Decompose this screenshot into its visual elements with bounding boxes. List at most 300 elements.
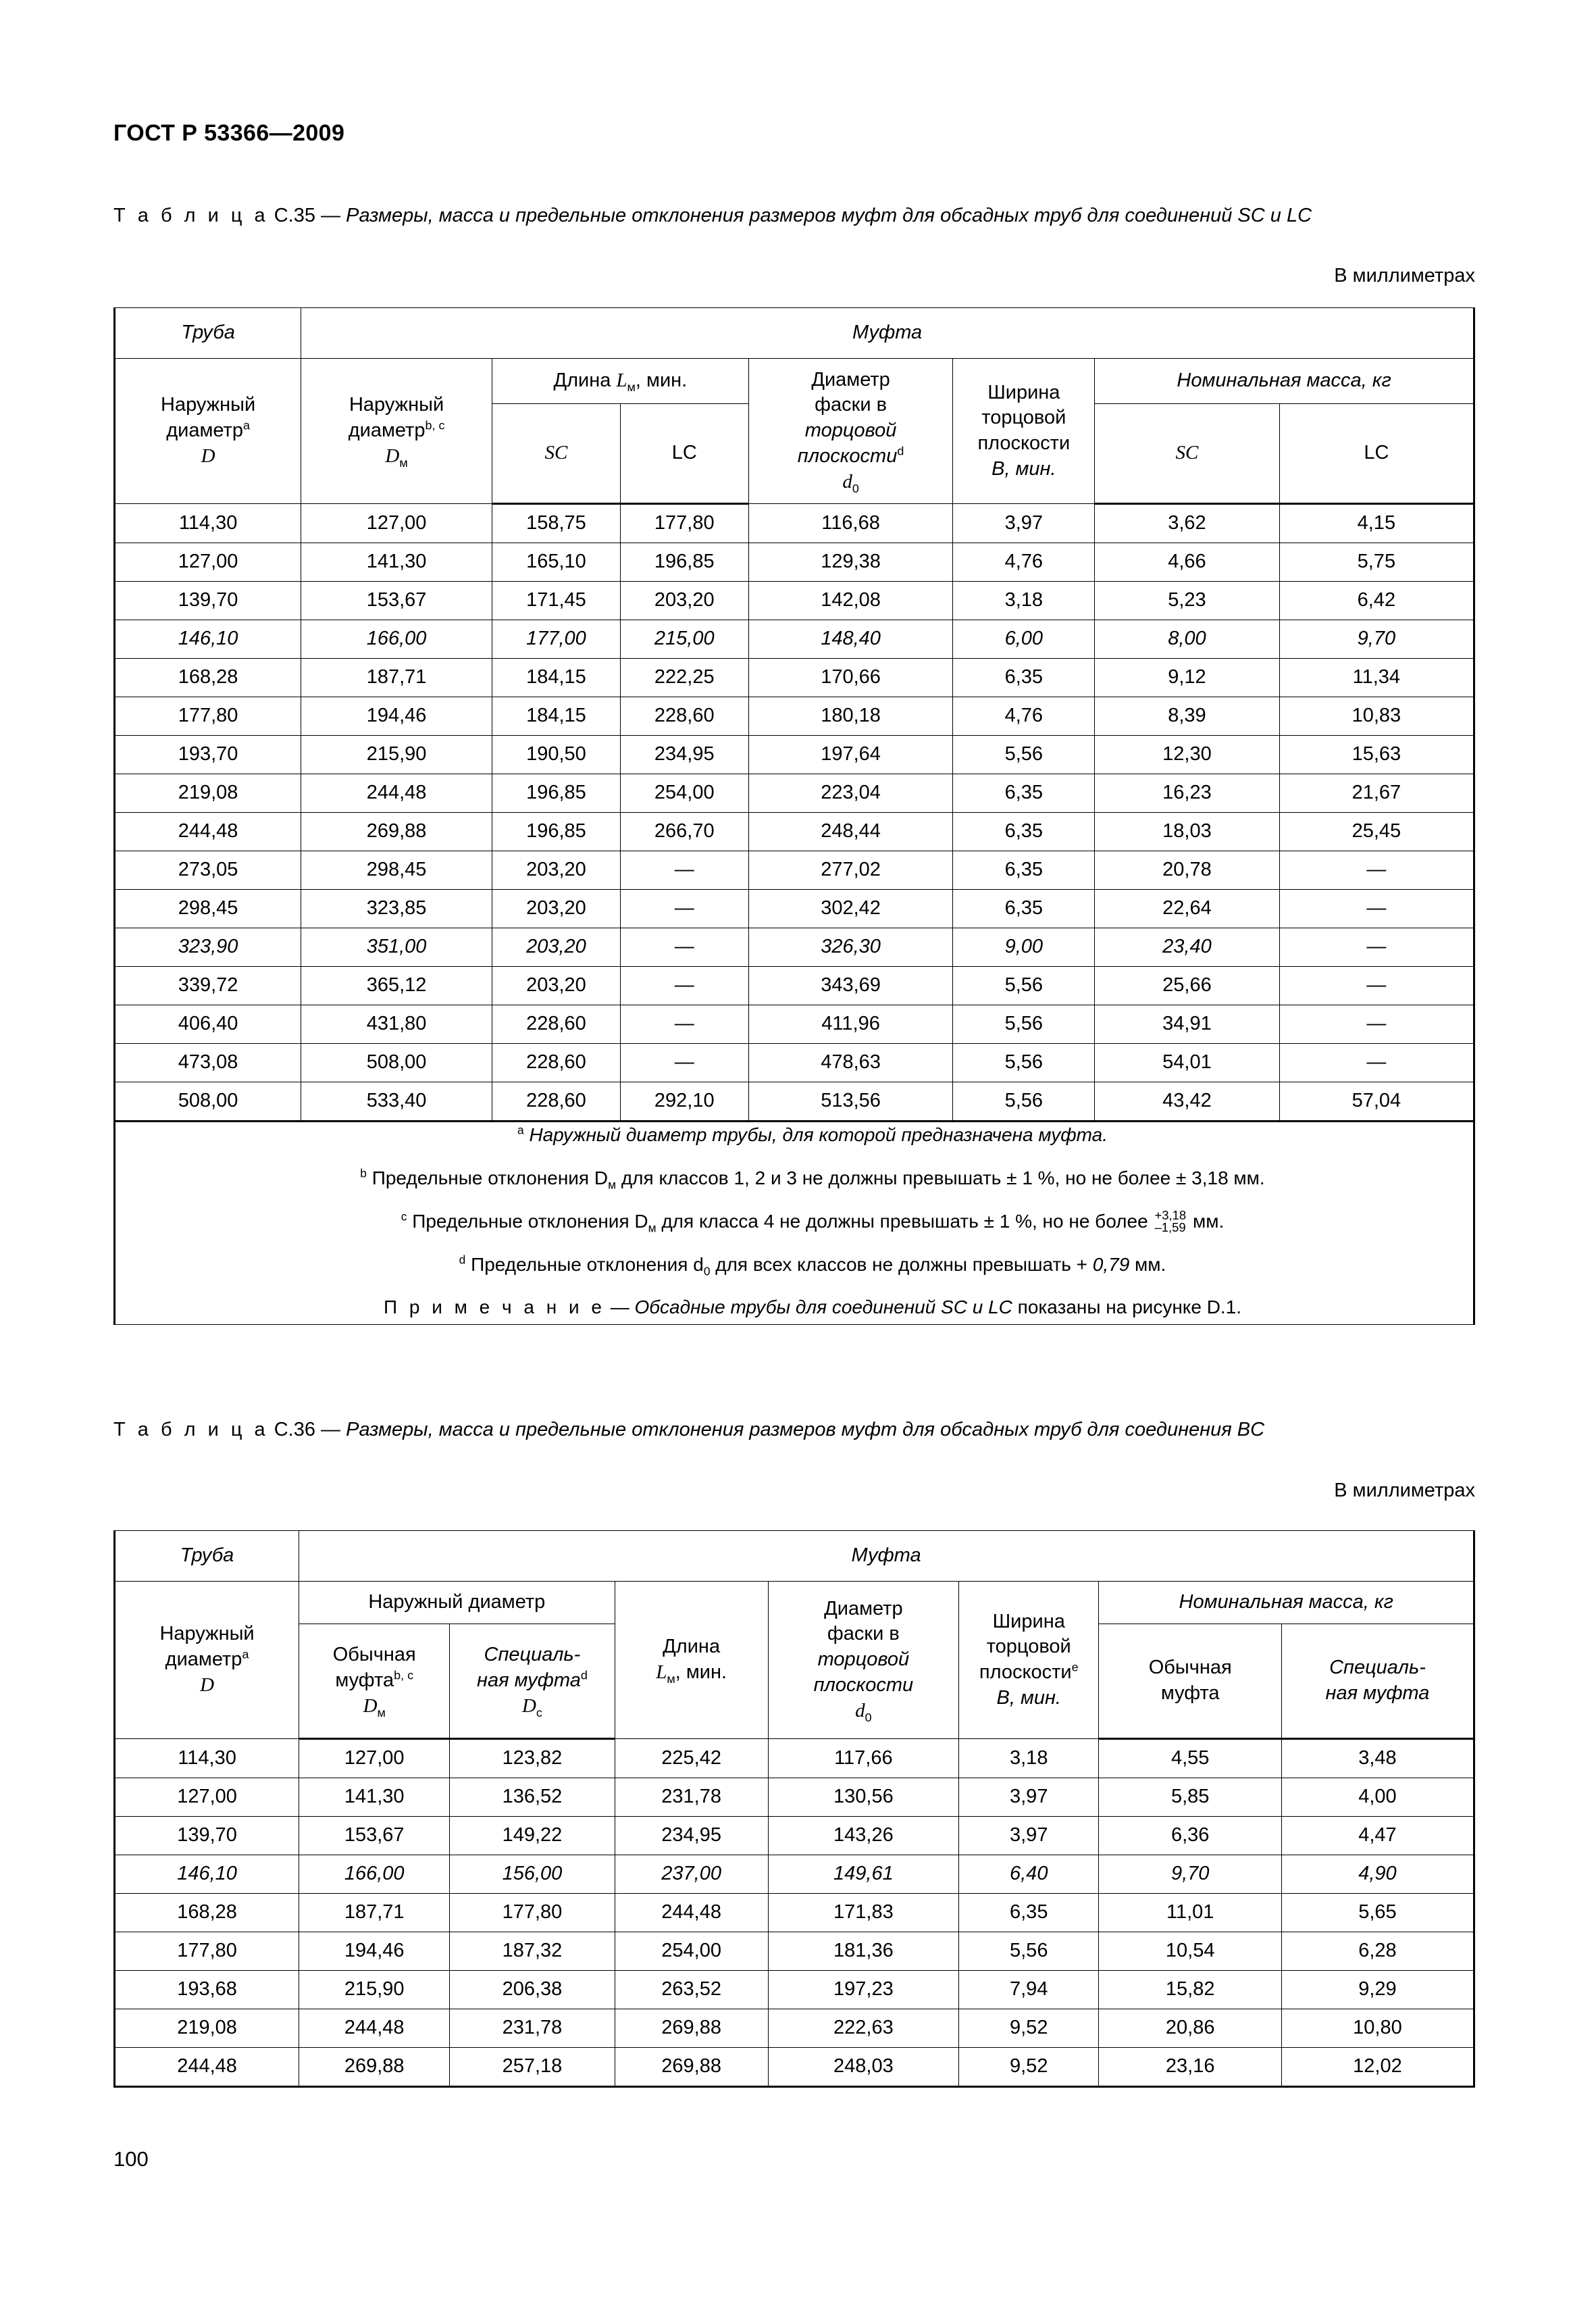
- table-cell: 343,69: [748, 967, 953, 1005]
- table-cell: 130,56: [768, 1778, 958, 1817]
- table-cell: 11,01: [1099, 1894, 1281, 1932]
- table-cell: 12,30: [1095, 736, 1280, 774]
- table-cell: 4,00: [1281, 1778, 1474, 1817]
- table-cell: 257,18: [450, 2048, 615, 2087]
- table-cell: 365,12: [301, 967, 492, 1005]
- table-c35-caption-label: Т а б л и ц а: [113, 205, 269, 226]
- table-c36-group-coupling: Муфта: [299, 1531, 1474, 1582]
- table-cell: 9,52: [959, 2048, 1099, 2087]
- table-cell: 244,48: [115, 2048, 299, 2087]
- table-cell: —: [1279, 851, 1474, 890]
- table-cell: 222,63: [768, 2009, 958, 2048]
- table-cell: —: [620, 967, 748, 1005]
- label: , мин.: [635, 370, 688, 392]
- label: Обычная: [1148, 1657, 1232, 1679]
- table-cell: 228,60: [492, 1005, 620, 1044]
- table-cell: 181,36: [768, 1932, 958, 1971]
- table-cell: —: [1279, 928, 1474, 967]
- footnote-value: 0,79: [1092, 1253, 1130, 1275]
- table-cell: 9,70: [1099, 1855, 1281, 1894]
- table-cell: 203,20: [492, 890, 620, 928]
- table-cell: 123,82: [450, 1739, 615, 1778]
- table-cell: 9,12: [1095, 659, 1280, 697]
- table-row: [115, 1739, 1474, 1778]
- label: Диаметр: [811, 368, 890, 391]
- table-cell: 3,18: [953, 582, 1095, 620]
- symbol-Dc: D: [521, 1694, 536, 1717]
- table-cell: 323,90: [115, 928, 301, 967]
- table-cell: 234,95: [620, 736, 748, 774]
- table-c36-caption-title: Размеры, масса и предельные отклонения размеров муфт для обсадных труб для соединения BC: [346, 1419, 1265, 1440]
- table-c35-col-length-sc: SC: [492, 404, 620, 504]
- table-row: [115, 1932, 1474, 1971]
- table-cell: 4,55: [1099, 1739, 1281, 1778]
- table-cell: 6,36: [1099, 1817, 1281, 1855]
- table-cell: 4,47: [1281, 1817, 1474, 1855]
- table-cell: 215,00: [620, 620, 748, 659]
- footnote-text: мм.: [1187, 1210, 1225, 1232]
- table-c35-group-pipe: Труба: [115, 308, 301, 359]
- table-c36-col-mass-special: [1281, 1624, 1474, 1739]
- table-cell: 117,66: [768, 1739, 958, 1778]
- table-cell: 187,32: [450, 1932, 615, 1971]
- table-cell: —: [1279, 1005, 1474, 1044]
- label: плоскости: [797, 445, 898, 467]
- table-cell: 215,90: [299, 1971, 450, 2009]
- table-cell: 194,46: [299, 1932, 450, 1971]
- label: плоскости: [979, 1661, 1072, 1683]
- table-cell: 139,70: [115, 582, 301, 620]
- table-cell: 10,80: [1281, 2009, 1474, 2048]
- table-c35-header-row-1: [115, 359, 1474, 404]
- table-cell: 6,00: [953, 620, 1095, 659]
- table-row: [115, 1855, 1474, 1894]
- label: муфта: [335, 1669, 394, 1692]
- table-row: [115, 2009, 1474, 2048]
- footnote-ref-e: e: [1071, 1660, 1079, 1674]
- footnote-ref-d: d: [580, 1668, 588, 1682]
- table-cell: 244,48: [301, 774, 492, 813]
- table-cell: 231,78: [450, 2009, 615, 2048]
- table-cell: 203,20: [492, 851, 620, 890]
- table-row: [115, 928, 1474, 967]
- label: Номинальная масса, кг: [1177, 370, 1391, 392]
- footnote-a: [152, 1122, 1473, 1148]
- table-cell: 215,90: [301, 736, 492, 774]
- table-cell: 5,23: [1095, 582, 1280, 620]
- table-cell: 34,91: [1095, 1005, 1280, 1044]
- table-c36-group-header-row: [115, 1531, 1474, 1582]
- table-cell: 184,15: [492, 697, 620, 736]
- label: диаметр: [166, 420, 243, 442]
- table-cell: 171,83: [768, 1894, 958, 1932]
- table-cell: —: [1279, 890, 1474, 928]
- footnote-text: Предельные отклонения: [371, 1167, 594, 1188]
- table-cell: 129,38: [748, 543, 953, 582]
- table-c36-group-pipe: Труба: [115, 1531, 299, 1582]
- table-cell: 9,52: [959, 2009, 1099, 2048]
- table-cell: 3,97: [953, 504, 1095, 543]
- table-cell: 11,34: [1279, 659, 1474, 697]
- symbol-L: L: [656, 1661, 667, 1683]
- table-cell: 228,60: [620, 697, 748, 736]
- label: диаметр: [165, 1649, 242, 1671]
- symbol-sub: м: [667, 1671, 675, 1686]
- symbol-sub: м: [608, 1178, 617, 1192]
- footnote-b: [152, 1165, 1473, 1191]
- note-dash: —: [610, 1297, 629, 1318]
- table-c36-units: В миллиметрах: [1334, 1480, 1475, 1501]
- footnote-marker: a: [517, 1123, 524, 1137]
- table-cell: —: [1279, 1044, 1474, 1082]
- table-c35-col-pipe-od: [115, 359, 301, 504]
- table-cell: 15,63: [1279, 736, 1474, 774]
- page-number: 100: [113, 2147, 149, 2171]
- table-cell: 20,78: [1095, 851, 1280, 890]
- table-cell: —: [620, 890, 748, 928]
- table-cell: 292,10: [620, 1082, 748, 1122]
- symbol-sub: м: [627, 380, 636, 394]
- label: ная муфта: [1325, 1682, 1430, 1704]
- table-c35-col-length-lc: LC: [620, 404, 748, 504]
- table-cell: 298,45: [301, 851, 492, 890]
- table-cell: 139,70: [115, 1817, 299, 1855]
- table-cell: 4,76: [953, 697, 1095, 736]
- table-cell: 228,60: [492, 1082, 620, 1122]
- table-cell: 6,28: [1281, 1932, 1474, 1971]
- table-c35-col-coupling-od: [301, 359, 492, 504]
- table-cell: 473,08: [115, 1044, 301, 1082]
- table-cell: 5,75: [1279, 543, 1474, 582]
- table-row: [115, 1971, 1474, 2009]
- table-cell: 177,80: [115, 1932, 299, 1971]
- label: Наружный: [161, 394, 256, 416]
- table-row: [115, 1082, 1474, 1122]
- label: торцовой: [981, 407, 1066, 429]
- table-cell: 339,72: [115, 967, 301, 1005]
- symbol-d0: d: [855, 1699, 865, 1721]
- table-cell: 158,75: [492, 504, 620, 543]
- footnote-text: Наружный диаметр трубы, для которой предназначена муфта.: [529, 1124, 1108, 1145]
- table-cell: 6,35: [959, 1894, 1099, 1932]
- symbol-sub: м: [399, 455, 408, 470]
- label: торцовой: [817, 1649, 910, 1671]
- table-cell: 187,71: [299, 1894, 450, 1932]
- table-cell: 10,83: [1279, 697, 1474, 736]
- symbol-sub: м: [377, 1705, 386, 1719]
- table-c36-col-chamfer-diameter: [768, 1582, 958, 1739]
- table-c36-col-od-group: Наружный диаметр: [299, 1582, 615, 1624]
- table-cell: 298,45: [115, 890, 301, 928]
- table-cell: 3,97: [959, 1778, 1099, 1817]
- symbol-sub: 0: [852, 481, 859, 495]
- table-c35-caption-number: С.35: [274, 205, 315, 226]
- symbol-L: L: [616, 370, 627, 392]
- footnote-text: для всех классов не должны превышать +: [710, 1253, 1093, 1275]
- table-row: [115, 620, 1474, 659]
- table-cell: 6,42: [1279, 582, 1474, 620]
- note-label: П р и м е ч а н и е: [383, 1297, 605, 1318]
- table-c36-caption: [113, 1415, 1478, 1444]
- table-cell: 508,00: [115, 1082, 301, 1122]
- label: B, мин.: [996, 1686, 1061, 1709]
- table-cell: 141,30: [301, 543, 492, 582]
- table-cell: 203,20: [492, 928, 620, 967]
- table-cell: 171,45: [492, 582, 620, 620]
- table-cell: 177,00: [492, 620, 620, 659]
- table-cell: 196,85: [492, 774, 620, 813]
- table-cell: 206,38: [450, 1971, 615, 2009]
- label: Обычная: [332, 1644, 416, 1666]
- table-cell: 4,90: [1281, 1855, 1474, 1894]
- table-cell: 25,66: [1095, 967, 1280, 1005]
- footnote-text: мм.: [1129, 1253, 1166, 1275]
- table-cell: 146,10: [115, 1855, 299, 1894]
- table-cell: —: [1279, 967, 1474, 1005]
- table-cell: 269,88: [299, 2048, 450, 2087]
- note-text: показаны на рисунке D.1.: [1012, 1297, 1242, 1318]
- table-cell: 248,44: [748, 813, 953, 851]
- table-row: [115, 967, 1474, 1005]
- table-c36-col-mass-regular: [1099, 1624, 1281, 1739]
- symbol-D: D: [594, 1167, 609, 1188]
- footnote-ref-a: a: [242, 1647, 249, 1661]
- table-cell: 302,42: [748, 890, 953, 928]
- label: фаски в: [827, 1623, 900, 1645]
- table-c36-caption-label: Т а б л и ц а: [113, 1419, 269, 1440]
- note-italic-text: Обсадные трубы для соединений SC и LC: [634, 1297, 1012, 1318]
- table-cell: 149,61: [768, 1855, 958, 1894]
- table-row: [115, 774, 1474, 813]
- table-cell: 269,88: [301, 813, 492, 851]
- label: Номинальная масса, кг: [1179, 1591, 1393, 1613]
- label: ная муфта: [476, 1669, 581, 1692]
- label: плоскости: [813, 1674, 914, 1696]
- table-cell: 9,00: [953, 928, 1095, 967]
- table-cell: 142,08: [748, 582, 953, 620]
- table-c36-col-special-coupling: [450, 1624, 615, 1739]
- table-cell: 7,94: [959, 1971, 1099, 2009]
- table-c35-caption: [113, 201, 1478, 230]
- tolerance-upper: +3,18: [1154, 1207, 1187, 1222]
- table-cell: 21,67: [1279, 774, 1474, 813]
- table-c35-col-mass-sc: SC: [1095, 404, 1280, 504]
- table-cell: 248,03: [768, 2048, 958, 2087]
- table-c36-header-row-1: [115, 1582, 1474, 1624]
- table-cell: 406,40: [115, 1005, 301, 1044]
- table-c36-col-mass-group: [1099, 1582, 1474, 1624]
- table-cell: 6,35: [953, 813, 1095, 851]
- table-row: [115, 1894, 1474, 1932]
- table-cell: 6,40: [959, 1855, 1099, 1894]
- table-cell: 197,64: [748, 736, 953, 774]
- table-cell: 431,80: [301, 1005, 492, 1044]
- table-cell: 153,67: [301, 582, 492, 620]
- table-cell: 219,08: [115, 2009, 299, 2048]
- table-cell: 269,88: [615, 2048, 768, 2087]
- table-c35-caption-dash: —: [321, 205, 341, 226]
- table-c35-footnotes: [115, 1122, 1474, 1325]
- table-cell: 127,00: [115, 543, 301, 582]
- table-cell: 190,50: [492, 736, 620, 774]
- label: Ширина: [992, 1610, 1065, 1632]
- footnote-ref-d: d: [897, 444, 904, 458]
- table-cell: 177,80: [450, 1894, 615, 1932]
- table-cell: 18,03: [1095, 813, 1280, 851]
- footnote-ref-a: a: [242, 418, 250, 432]
- symbol-d0: d: [842, 470, 852, 493]
- label: , мин.: [675, 1661, 727, 1683]
- tolerance-fraction: [1154, 1209, 1186, 1234]
- table-cell: 5,85: [1099, 1778, 1281, 1817]
- label: Длина: [553, 370, 611, 392]
- table-cell: 263,52: [615, 1971, 768, 2009]
- table-c36-caption-dash: —: [321, 1419, 341, 1440]
- table-cell: 148,40: [748, 620, 953, 659]
- symbol-sub: с: [536, 1705, 542, 1719]
- table-cell: 5,56: [953, 736, 1095, 774]
- table-cell: 5,65: [1281, 1894, 1474, 1932]
- table-cell: 54,01: [1095, 1044, 1280, 1082]
- symbol-D: D: [200, 1674, 215, 1696]
- table-cell: 513,56: [748, 1082, 953, 1122]
- label: фаски в: [815, 394, 887, 416]
- table-row: [115, 2048, 1474, 2087]
- table-cell: 43,42: [1095, 1082, 1280, 1122]
- table-cell: 8,39: [1095, 697, 1280, 736]
- table-c35-body: [115, 504, 1474, 1122]
- table-cell: 323,85: [301, 890, 492, 928]
- label: диаметр: [348, 420, 426, 442]
- table-cell: 219,08: [115, 774, 301, 813]
- table-row: [115, 736, 1474, 774]
- table-cell: 4,66: [1095, 543, 1280, 582]
- table-cell: 6,35: [953, 774, 1095, 813]
- label: Специаль-: [484, 1644, 581, 1666]
- table-c36-caption-number: С.36: [274, 1419, 315, 1440]
- table-cell: 193,68: [115, 1971, 299, 2009]
- table-row: [115, 1778, 1474, 1817]
- table-row: [115, 582, 1474, 620]
- table-cell: 411,96: [748, 1005, 953, 1044]
- table-cell: 149,22: [450, 1817, 615, 1855]
- table-cell: 3,62: [1095, 504, 1280, 543]
- label: Наружный: [349, 394, 444, 416]
- table-cell: —: [620, 1044, 748, 1082]
- table-cell: 127,00: [299, 1739, 450, 1778]
- table-cell: 277,02: [748, 851, 953, 890]
- table-row: [115, 1044, 1474, 1082]
- table-cell: 254,00: [620, 774, 748, 813]
- table-row: [115, 697, 1474, 736]
- table-cell: 6,35: [953, 851, 1095, 890]
- table-cell: —: [620, 1005, 748, 1044]
- table-cell: 228,60: [492, 1044, 620, 1082]
- table-cell: 508,00: [301, 1044, 492, 1082]
- footnote-marker: d: [459, 1253, 466, 1267]
- symbol-sub: м: [648, 1221, 657, 1235]
- table-cell: 15,82: [1099, 1971, 1281, 2009]
- table-cell: 127,00: [115, 1778, 299, 1817]
- table-cell: —: [620, 851, 748, 890]
- table-cell: 6,35: [953, 890, 1095, 928]
- footnote-text: для класса 4 не должны превышать ± 1 %, но не более: [656, 1210, 1154, 1232]
- table-row: [115, 1005, 1474, 1044]
- table-cell: 234,95: [615, 1817, 768, 1855]
- label: торцовой: [986, 1636, 1071, 1658]
- table-cell: 237,00: [615, 1855, 768, 1894]
- table-cell: 9,29: [1281, 1971, 1474, 2009]
- table-cell: 5,56: [953, 1082, 1095, 1122]
- table-cell: 196,85: [492, 813, 620, 851]
- table-cell: 533,40: [301, 1082, 492, 1122]
- table-c35: [113, 307, 1475, 1325]
- table-cell: 166,00: [301, 620, 492, 659]
- table-cell: 4,15: [1279, 504, 1474, 543]
- table-cell: 225,42: [615, 1739, 768, 1778]
- table-cell: 3,97: [959, 1817, 1099, 1855]
- symbol-Dm: D: [385, 445, 400, 467]
- table-cell: 5,56: [959, 1932, 1099, 1971]
- table-row: [115, 543, 1474, 582]
- table-cell: 165,10: [492, 543, 620, 582]
- table-c36: [113, 1530, 1475, 2088]
- symbol-sub: 0: [703, 1264, 711, 1278]
- table-cell: 326,30: [748, 928, 953, 967]
- footnote-text: Предельные отклонения: [471, 1253, 694, 1275]
- table-cell: 244,48: [615, 1894, 768, 1932]
- table-cell: 193,70: [115, 736, 301, 774]
- label: муфта: [1160, 1682, 1220, 1704]
- table-cell: 146,10: [115, 620, 301, 659]
- table-c35-col-face-width: [953, 359, 1095, 504]
- table-c36-body: [115, 1739, 1474, 2087]
- table-cell: 244,48: [115, 813, 301, 851]
- table-cell: 222,25: [620, 659, 748, 697]
- table-c35-col-mass-lc: LC: [1279, 404, 1474, 504]
- footnote-text: для классов 1, 2 и 3 не должны превышать ± 1 %, но не более ± 3,18 мм.: [616, 1167, 1265, 1188]
- table-cell: 6,35: [953, 659, 1095, 697]
- table-cell: 3,18: [959, 1739, 1099, 1778]
- footnote-marker: b: [360, 1166, 367, 1180]
- table-cell: 23,40: [1095, 928, 1280, 967]
- table-cell: 114,30: [115, 1739, 299, 1778]
- table-c35-notes-cell: [115, 1122, 1474, 1325]
- label: B, мин.: [992, 457, 1056, 480]
- symbol-sub: 0: [865, 1710, 872, 1724]
- table-cell: 197,23: [768, 1971, 958, 2009]
- table-c35-col-chamfer-diameter: [748, 359, 953, 504]
- table-cell: 4,76: [953, 543, 1095, 582]
- footnote-text: Предельные отклонения: [412, 1210, 635, 1232]
- table-c36-col-length: [615, 1582, 768, 1739]
- symbol-D: D: [634, 1210, 648, 1232]
- table-cell: 168,28: [115, 1894, 299, 1932]
- table-c35-caption-title: Размеры, масса и предельные отклонения размеров муфт для обсадных труб для соединений SC и LC: [346, 205, 1312, 226]
- footnote-d: [152, 1252, 1473, 1278]
- table-c35-group-coupling: Муфта: [301, 308, 1474, 359]
- table-cell: 10,54: [1099, 1932, 1281, 1971]
- table-cell: 5,56: [953, 967, 1095, 1005]
- table-cell: 180,18: [748, 697, 953, 736]
- table-c35-col-length-group: [492, 359, 748, 404]
- table-cell: 16,23: [1095, 774, 1280, 813]
- table-row: [115, 659, 1474, 697]
- table-cell: 244,48: [299, 2009, 450, 2048]
- table-cell: 8,00: [1095, 620, 1280, 659]
- table-cell: 20,86: [1099, 2009, 1281, 2048]
- table-cell: 203,20: [620, 582, 748, 620]
